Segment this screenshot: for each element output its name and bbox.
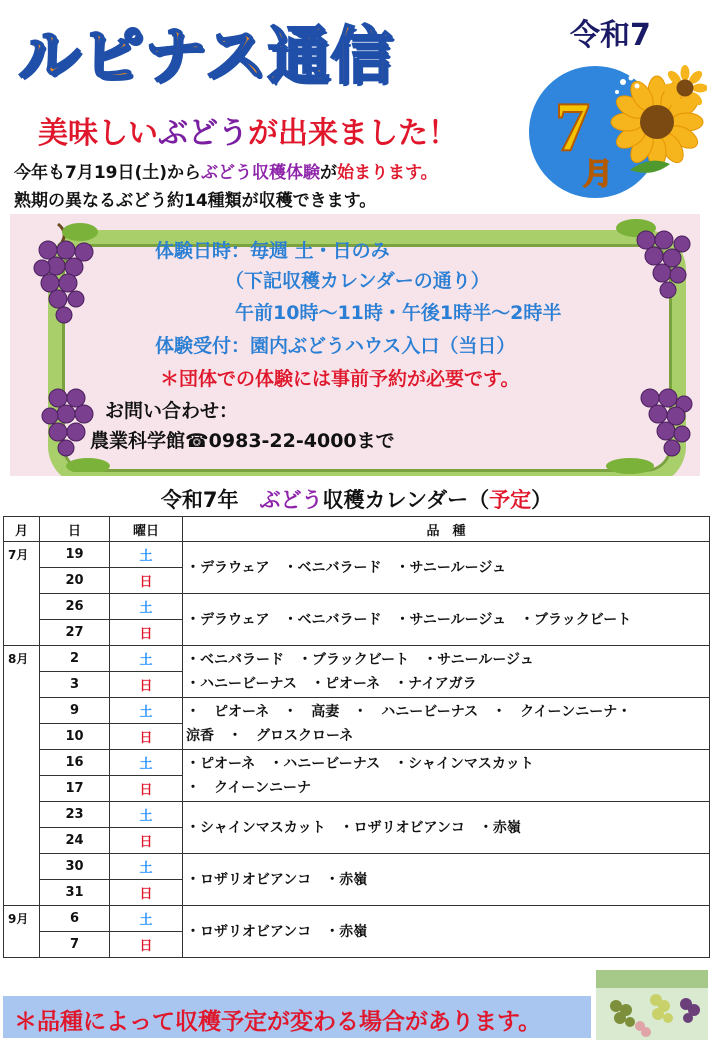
variety-line: ・ロザリオビアンコ ・赤嶺	[186, 923, 368, 940]
weekday-sunday: 日	[110, 672, 183, 698]
weekday-saturday: 土	[110, 542, 183, 568]
grape-cluster-icon	[606, 218, 696, 308]
header-month: 月	[4, 517, 40, 542]
table-row	[4, 750, 710, 776]
headline-part1: 美味しい	[38, 116, 158, 151]
day-cell: 31	[40, 880, 110, 906]
variety-line: ・ハニービーナス ・ピオーネ ・ナイアガラ	[186, 675, 477, 692]
weekday-sunday: 日	[110, 880, 183, 906]
era-label: 令和7	[570, 18, 651, 53]
footer-note: ＊品種によって収穫予定が変わる場合があります。	[14, 1009, 542, 1035]
grape-cluster-icon	[600, 384, 696, 474]
weekday-saturday: 土	[110, 594, 183, 620]
info-panel	[10, 214, 700, 476]
variety-line: ・ベニバラード ・ブラックビート ・サニールージュ	[186, 651, 534, 668]
day-cell: 17	[40, 776, 110, 802]
weekday-saturday: 土	[110, 854, 183, 880]
harvest-calendar-table	[3, 516, 710, 958]
month-cell: 7月	[4, 542, 40, 646]
weekday-saturday: 土	[110, 698, 183, 724]
variety-line: 涼香 ・ グロスクローネ	[186, 727, 354, 744]
variety-cell	[183, 906, 710, 958]
table-header-row	[4, 517, 710, 542]
headline-part3: が出来ました！	[248, 116, 458, 151]
month-cell: 9月	[4, 906, 40, 958]
day-cell: 20	[40, 568, 110, 594]
variety-cell	[183, 542, 710, 594]
day-cell: 9	[40, 698, 110, 724]
table-row	[4, 698, 710, 724]
day-cell: 24	[40, 828, 110, 854]
calendar-reference: （下記収穫カレンダーの通り）	[225, 270, 490, 292]
lead-line-2: 熟期の異なるぶどう約14種類が収穫できます。	[14, 191, 377, 211]
grape-vineyard-photo	[596, 970, 708, 1040]
table-row	[4, 594, 710, 620]
variety-line: ・シャインマスカット ・ロザリオビアンコ ・赤嶺	[186, 819, 521, 836]
grape-cluster-icon	[28, 220, 106, 330]
table-row	[4, 802, 710, 828]
variety-cell	[183, 646, 710, 698]
header-variety: 品 種	[183, 517, 710, 542]
weekday-saturday: 土	[110, 906, 183, 932]
calendar-title-grape: ぶどう	[259, 488, 323, 512]
variety-cell	[183, 594, 710, 646]
variety-line: ・ クイーンニーナ	[186, 779, 312, 796]
variety-line: ・デラウェア ・ベニバラード ・サニールージュ ・ブラックビート	[186, 611, 632, 628]
experience-time: 午前10時～11時・午後1時半～2時半	[235, 302, 562, 324]
lead-text: 今年も7月19日(土)から	[14, 163, 202, 183]
weekday-sunday: 日	[110, 776, 183, 802]
table-row	[4, 854, 710, 880]
variety-line: ・ロザリオビアンコ ・赤嶺	[186, 871, 368, 888]
headline	[38, 108, 458, 152]
variety-cell	[183, 802, 710, 854]
calendar-title-close: ）	[531, 488, 553, 512]
day-cell: 6	[40, 906, 110, 932]
lead-line-1	[14, 158, 438, 183]
group-reservation-note: ＊団体での体験には事前予約が必要です。	[160, 368, 520, 390]
calendar-title-year: 令和7年	[160, 488, 239, 512]
contact-label: お問い合わせ：	[105, 400, 239, 422]
weekday-sunday: 日	[110, 932, 183, 958]
day-cell: 27	[40, 620, 110, 646]
day-cell: 26	[40, 594, 110, 620]
month-badge	[525, 52, 707, 202]
weekday-saturday: 土	[110, 646, 183, 672]
variety-line: ・デラウェア ・ベニバラード ・サニールージュ	[186, 559, 507, 576]
variety-cell	[183, 698, 710, 750]
badge-month-unit: 月	[583, 157, 613, 192]
variety-line: ・ ピオーネ ・ 高妻 ・ ハニービーナス ・ クイーンニーナ・	[186, 703, 632, 720]
weekday-sunday: 日	[110, 828, 183, 854]
day-cell: 7	[40, 932, 110, 958]
badge-month-number: 7	[555, 89, 590, 166]
day-cell: 30	[40, 854, 110, 880]
contact-phone: 農業科学館☎0983-22-4000まで	[90, 430, 395, 452]
lead-start: 始まります	[337, 163, 421, 183]
newsletter-title: ルピナス通信	[18, 19, 394, 92]
variety-line: ・ピオーネ ・ハニービーナス ・シャインマスカット	[186, 755, 534, 772]
calendar-body	[4, 542, 710, 958]
headline-part2: ぶどう	[158, 116, 248, 151]
variety-cell	[183, 854, 710, 906]
day-cell: 23	[40, 802, 110, 828]
lead-highlight: ぶどう収穫体験	[201, 163, 321, 183]
table-row	[4, 646, 710, 672]
weekday-sunday: 日	[110, 724, 183, 750]
header-day: 日	[40, 517, 110, 542]
weekday-saturday: 土	[110, 750, 183, 776]
experience-date: 体験日時：毎週 土・日のみ	[155, 240, 390, 262]
table-row	[4, 906, 710, 932]
lead-text: が	[320, 163, 338, 183]
weekday-sunday: 日	[110, 620, 183, 646]
day-cell: 16	[40, 750, 110, 776]
month-cell: 8月	[4, 646, 40, 906]
table-row	[4, 542, 710, 568]
day-cell: 3	[40, 672, 110, 698]
experience-reception: 体験受付：園内ぶどうハウス入口（当日）	[155, 335, 516, 357]
variety-cell	[183, 750, 710, 802]
weekday-saturday: 土	[110, 802, 183, 828]
day-cell: 2	[40, 646, 110, 672]
calendar-title	[0, 484, 713, 514]
lead-period: 。	[420, 163, 438, 183]
weekday-sunday: 日	[110, 568, 183, 594]
header-weekday: 曜日	[110, 517, 183, 542]
day-cell: 10	[40, 724, 110, 750]
day-cell: 19	[40, 542, 110, 568]
calendar-title-planned: 予定	[489, 488, 532, 512]
calendar-title-text: 収穫カレンダー（	[322, 488, 490, 512]
